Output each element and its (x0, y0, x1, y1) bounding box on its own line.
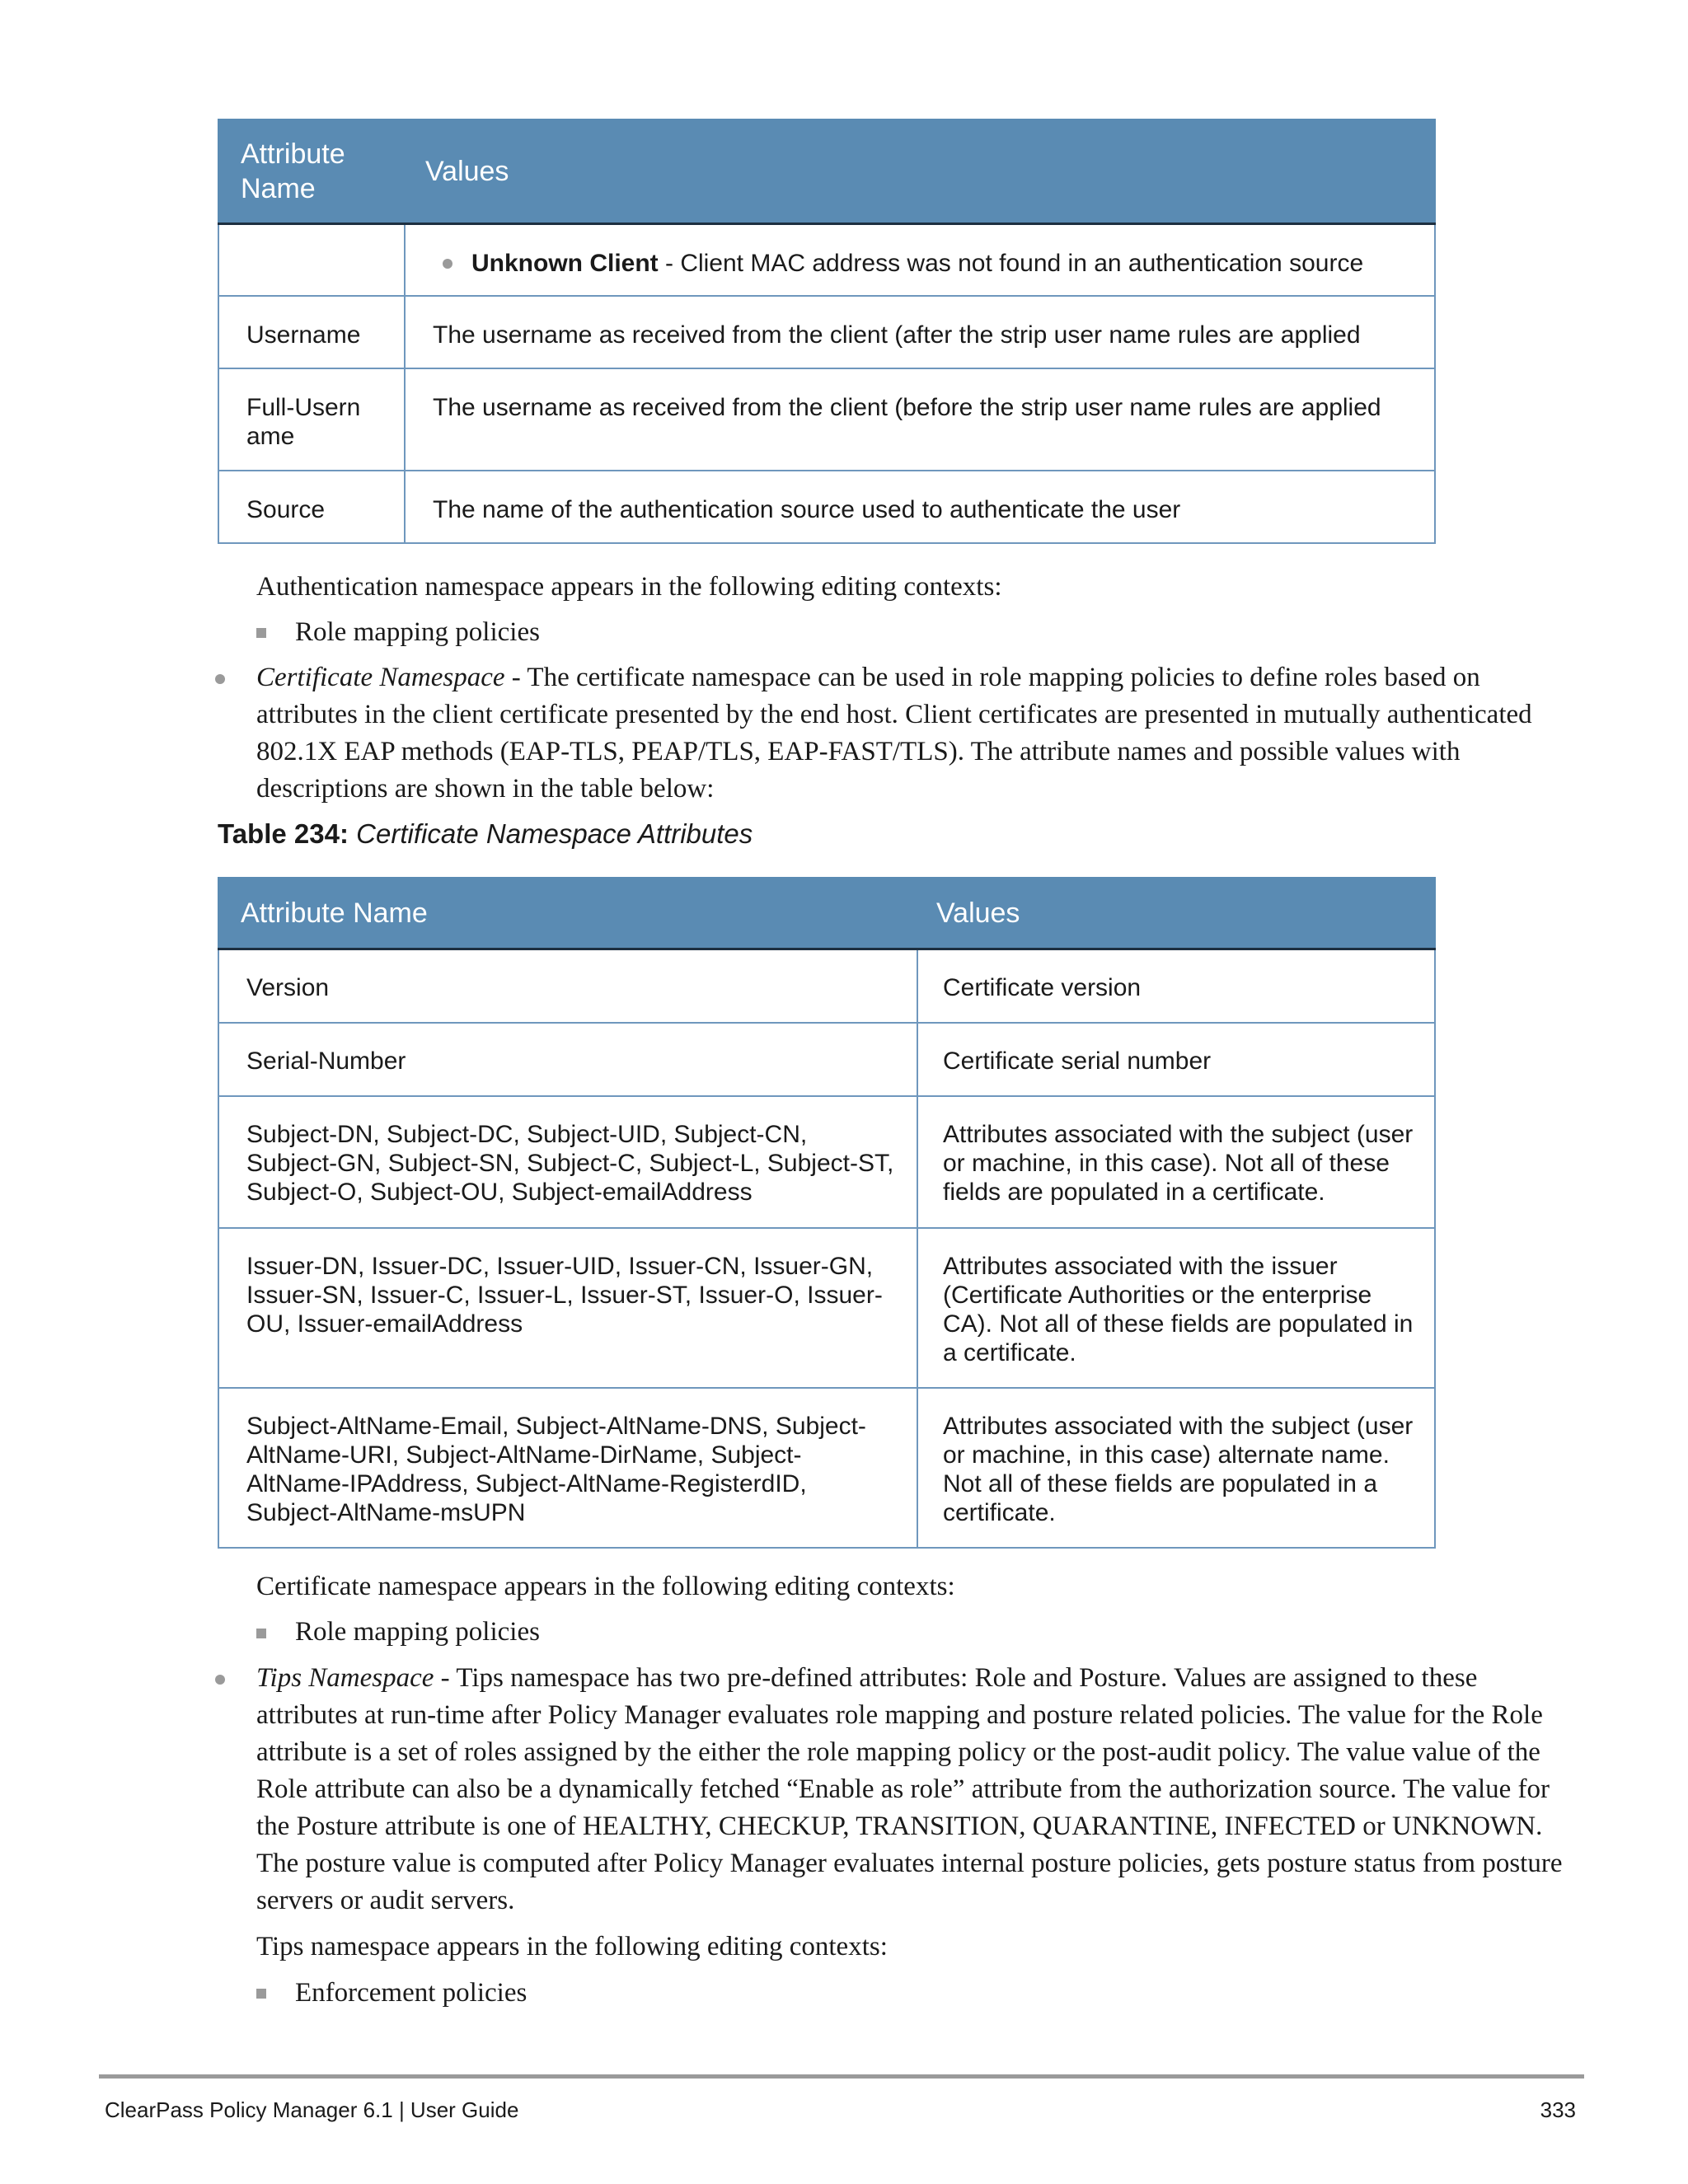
values-cell (405, 223, 1435, 296)
attribute-name-cell: Full-Username (218, 368, 405, 471)
table-row (218, 471, 1435, 543)
certificate-namespace-paragraph (256, 659, 1567, 808)
authentication-attributes-table (218, 119, 1436, 544)
values-cell: Attributes associated with the issuer (Certificate Authorities or the enterprise CA). Not all of these fields are populated in a certificate. (917, 1228, 1435, 1388)
table-row (218, 949, 1435, 1023)
footer-divider (99, 2074, 1584, 2079)
table-header-row (218, 120, 1435, 223)
table-caption-label: Table 234: (218, 818, 349, 849)
table-row (218, 1388, 1435, 1548)
bullet-icon (443, 259, 452, 269)
page-number: 333 (1540, 2097, 1576, 2122)
values-cell: Attributes associated with the subject (user or machine, in this case). Not all of these fields are populated in a certificate. (917, 1096, 1435, 1228)
attribute-name-cell: Source (218, 471, 405, 543)
tips-contexts-intro: Tips namespace appears in the following editing contexts: (256, 1932, 888, 1961)
tips-namespace-term: Tips Namespace (256, 1663, 434, 1693)
cert-context-item: Role mapping policies (295, 1617, 540, 1647)
table-row (218, 1228, 1435, 1388)
attribute-name-cell: Issuer-DN, Issuer-DC, Issuer-UID, Issuer-CN, Issuer-GN, Issuer-SN, Issuer-C, Issuer-L, Issuer-ST, Issuer-O, Issuer-OU, Issuer-emailAddress (218, 1228, 917, 1388)
footer-title: ClearPass Policy Manager 6.1 | User Guide (105, 2097, 519, 2122)
table-header-row (218, 878, 1435, 949)
auth-contexts-intro: Authentication namespace appears in the following editing contexts: (256, 572, 1002, 602)
bullet-icon (215, 1675, 225, 1685)
attribute-name-cell: Username (218, 296, 405, 368)
table-row (218, 223, 1435, 296)
attribute-name-cell: Subject-AltName-Email, Subject-AltName-DNS, Subject-AltName-URI, Subject-AltName-DirName, Subject-AltName-IPAddress, Subject-AltName-RegisterdID, Subject-AltName-msUPN (218, 1388, 917, 1548)
table-caption-title: Certificate Namespace Attributes (356, 818, 753, 849)
tips-context-item: Enforcement policies (295, 1978, 528, 2008)
attribute-name-cell (218, 223, 405, 296)
square-bullet-icon (256, 628, 266, 638)
table-row (218, 1023, 1435, 1096)
attribute-name-cell: Version (218, 949, 917, 1023)
values-cell: The username as received from the client (before the strip user name rules are applied (405, 368, 1435, 471)
certificate-namespace-term: Certificate Namespace (256, 663, 505, 692)
table-row (218, 368, 1435, 471)
value-text: - Client MAC address was not found in an authentication source (658, 249, 1364, 277)
cert-contexts-intro: Certificate namespace appears in the following editing contexts: (256, 1572, 955, 1601)
values-cell: Attributes associated with the subject (user or machine, in this case) alternate name. Not all of these fields are populated in a certificate. (917, 1388, 1435, 1548)
column-header-values: Values (917, 878, 1435, 949)
bullet-icon (215, 674, 225, 684)
tips-namespace-paragraph (256, 1660, 1567, 1919)
value-term: Unknown Client (471, 249, 659, 277)
values-cell: Certificate serial number (917, 1023, 1435, 1096)
values-cell: The username as received from the client (after the strip user name rules are applied (405, 296, 1435, 368)
column-header-values: Values (405, 120, 1435, 223)
values-cell: The name of the authentication source used to authenticate the user (405, 471, 1435, 543)
column-header-attribute-name: Attribute Name (218, 878, 917, 949)
square-bullet-icon (256, 1629, 266, 1638)
certificate-namespace-table (218, 877, 1436, 1549)
column-header-attribute-name: Attribute Name (218, 120, 405, 223)
tips-namespace-text: - Tips namespace has two pre-defined attributes: Role and Posture. Values are assigned to these attributes at run-time after Policy Manager evaluates role mapping and posture related policies. The value for the Role attribute is a set of roles assigned by the either the role mapping policy or the post-audit policy. The value value of the Role attribute can also be a dynamically fetched “Enable as role” attribute from the authorization source. The value for the Posture attribute is one of HEALTHY, CHECKUP, TRANSITION, QUARANTINE, INFECTED or UNKNOWN. The posture value is computed after Policy Manager evaluates internal posture policies, gets posture status from posture servers or audit servers. (256, 1663, 1563, 1915)
table-row (218, 1096, 1435, 1228)
table-caption (218, 818, 753, 851)
attribute-name-cell: Serial-Number (218, 1023, 917, 1096)
table-row (218, 296, 1435, 368)
square-bullet-icon (256, 1989, 266, 1999)
attribute-name-cell: Subject-DN, Subject-DC, Subject-UID, Subject-CN, Subject-GN, Subject-SN, Subject-C, Subject-L, Subject-ST, Subject-O, Subject-OU, Subject-emailAddress (218, 1096, 917, 1228)
certificate-namespace-text: - The certificate namespace can be used in role mapping policies to define roles based on attributes in the client certificate presented by the end host. Client certificates are presented in mutually authenticated 802.1X EAP methods (EAP-TLS, PEAP/TLS, EAP-FAST/TLS). The attribute names and possible values with descriptions are shown in the table below: (256, 663, 1532, 804)
values-cell: Certificate version (917, 949, 1435, 1023)
auth-context-item: Role mapping policies (295, 617, 540, 647)
